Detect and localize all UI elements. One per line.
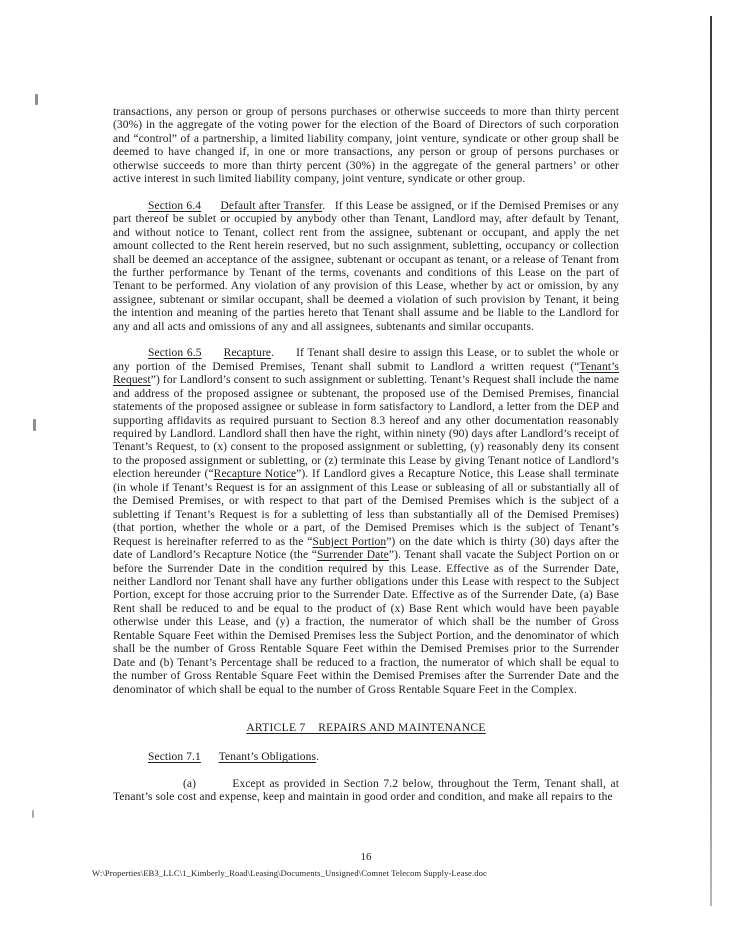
underlined-term: Recapture <box>223 347 272 360</box>
text-segment: (a) Except as provided in Section 7.2 below, throughout the Term, Tenant shall, at Tenant’s sole cost and expense, keep and maintain in good order and condition, and make all repairs to the <box>113 777 619 804</box>
underlined-term: Subject Portion <box>312 535 387 548</box>
underlined-term: Tenant’s Request <box>113 360 619 387</box>
text-segment: . If Tenant shall desire to assign this Lease, or to sublet the whole or any portion of the Demised Premises, Tenant shall submit to Landlord a written request (“ <box>113 347 619 373</box>
footer-file-path: W:\Properties\EB3_LLC\1_Kimberly_Road\Leasing\Documents_Unsigned\Comnet Telecom Supply-Lease.doc <box>92 868 487 878</box>
text-segment: ”). Tenant shall vacate the Subject Portion on or before the Surrender Date in the condition required by this Lease. Effective as of the Surrender Date, neither Landlord nor Tenant shall have any further obligations under this Lease with respect to the Subject Portion, except for those accruing prior to the Surrender Date. Effective as of the Surrender Date, (a) Base Rent shall be reduced to and be equal to the product of (x) Base Rent which would have been payable otherwise under this Lease, and (y) a fraction, the numerator of which shall be the number of Gross Rentable Square Feet within the Demised Premises less the Subject Portion, and the denominator of which shall be the number of Gross Rentable Square Feet within the Demised Premises prior to the Surrender Date and (b) Tenant’s Percentage shall be reduced to a fraction, the numerator of which shall be equal to the number of Gross Rentable Square Feet within the Demised Premises after the Surrender Date and the denominator of which shall be equal to the number of Gross Rentable Square Feet in the Complex. <box>113 549 619 696</box>
text-segment: transactions, any person or group of persons purchases or otherwise succeeds to more than thirty percent (30%) in the aggregate of the voting power for the election of the Board of Directors of such corporation and “control” of a partnership, a limited liability company, joint venture, syndicate or other group shall be deemed to have changed if, in one or more transactions, any person or group of persons purchases or otherwise succeeds to more than thirty percent (30%) in the aggregate of the general partners’ or other active interest in such limited liability company, joint venture, syndicate or other group. <box>113 106 619 186</box>
paragraph-7-1-a <box>113 778 619 805</box>
paragraph-change-of-control <box>113 106 619 187</box>
document-body <box>113 106 619 818</box>
scan-artifact-mark <box>32 810 34 818</box>
underlined-term: Section 6.4 <box>148 199 202 212</box>
underlined-term: Section 6.5 <box>148 347 202 360</box>
scan-artifact-mark <box>33 419 36 431</box>
paragraph-section-6-5 <box>113 347 619 697</box>
scan-page-edge-line <box>710 16 712 906</box>
scan-artifact-mark <box>35 94 38 105</box>
text-segment: . <box>316 751 320 764</box>
article-7-heading <box>113 722 619 735</box>
paragraph-section-7-1 <box>113 751 619 764</box>
underlined-term: Recapture Notice <box>213 468 297 481</box>
text-segment: ”) on the date which is thirty (30) days after the date of Landlord’s Recapture Notice (the “ <box>113 535 619 562</box>
text-segment <box>201 751 219 763</box>
text-segment <box>202 347 224 359</box>
page-number: 16 <box>360 851 372 863</box>
text-segment: ”). If Landlord gives a Recapture Notice, this Lease shall terminate (in whole if Tenant’s Request is for an assignment of this Lease or subleasing of all or substantially all of the Demised Premises, or with respect to that part of the Demised Premises which is the subject of a subletting if Tenant’s Request is for a subletting of less than substantially all of the Demised Premises) (that portion, whether the whole or a part, of the Demised Premises which is the subject of Tenant’s Request is hereinafter referred to as the “ <box>113 468 619 548</box>
text-segment: . If this Lease be assigned, or if the Demised Premises or any part thereof be sublet or occupied by anybody other than Tenant, Landlord may, after default by Tenant, and without notice to Tenant, collect rent from the assignee, subtenant or occupant, and apply the net amount collected to the Rent herein reserved, but no such assignment, subletting, occupancy or collection shall be deemed an acceptance of the assignee, subtenant or occupant as tenant, or a release of Tenant from the further performance by Tenant of the terms, covenants and conditions of this Lease on the part of Tenant to be performed. Any violation of any provision of this Lease, whether by act or omission, by any assignee, subtenant or similar occupant, shall be deemed a violation of such provision by Tenant, it being the intention and meaning of the parties hereto that Tenant shall assume and be liable to the Landlord for any and all acts and omissions of any and all assignees, subtenants and similar occupants. <box>113 199 619 333</box>
underlined-term: ARTICLE 7 REPAIRS AND MAINTENANCE <box>246 722 486 735</box>
underlined-term: Default after Transfer <box>220 199 323 212</box>
text-segment <box>201 200 220 212</box>
underlined-term: Tenant’s Obligations <box>218 751 317 764</box>
paragraph-section-6-4 <box>113 200 619 335</box>
underlined-term: Surrender Date <box>316 549 389 562</box>
text-segment: ”) for Landlord’s consent to such assignment or subletting. Tenant’s Request shall include the name and address of the proposed assignee or subtenant, the proposed use of the Demised Premises, financial statements of the proposed assignee or sublease in form satisfactory to Landlord, a letter from the DEP and supporting affidavits as required pursuant to Section 8.3 hereof and any other documentation reasonably required by Landlord. Landlord shall then have the right, within ninety (90) days after Landlord’s receipt of Tenant’s Request, to (x) consent to the proposed assignment or subletting, (y) reasonably deny its consent to the proposed assignment or subletting, or (z) terminate this Lease by giving Tenant notice of Landlord’s election hereunder (“ <box>113 374 619 481</box>
underlined-term: Section 7.1 <box>148 751 201 764</box>
